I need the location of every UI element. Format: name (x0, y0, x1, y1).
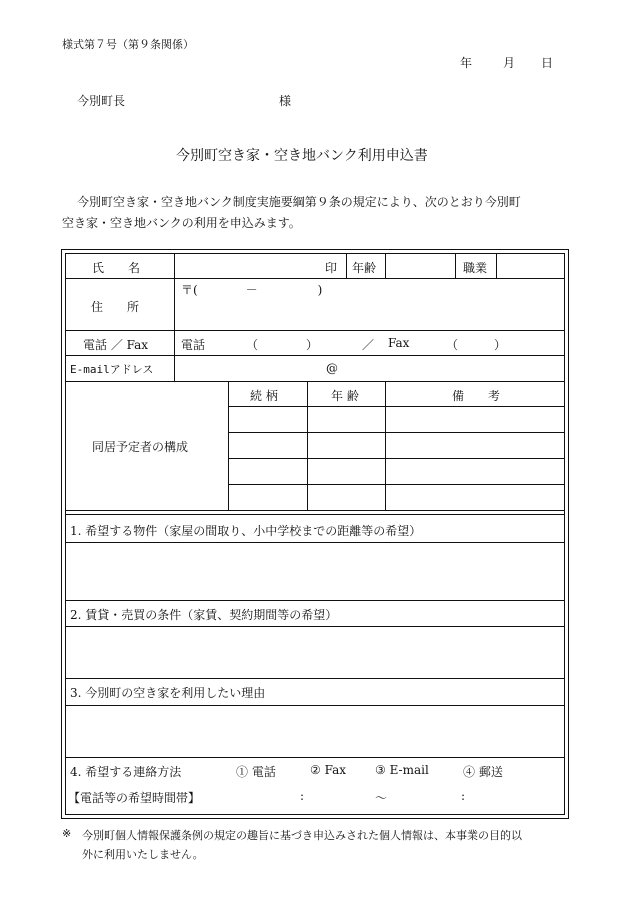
question-1-field[interactable] (67, 544, 563, 598)
contact-option-mail[interactable]: ④ 郵送 (463, 765, 503, 779)
row-divider (228, 484, 565, 485)
occupation-field[interactable] (498, 255, 563, 277)
date-year: 年 (460, 56, 473, 70)
email-field[interactable] (176, 357, 564, 379)
tel-fax-label: 電話 ／ Fax (83, 338, 149, 352)
row-divider (65, 381, 565, 382)
row-divider (65, 542, 565, 543)
question-1-label: 1. 希望する物件（家屋の間取り、小中学校までの距離等の希望） (70, 524, 422, 538)
page-title: 今別町空き家・空き地バンク利用申込書 (176, 148, 428, 164)
footnote-mark: ※ (62, 827, 72, 840)
address-label: 住 所 (91, 300, 140, 314)
name-label: 氏 名 (92, 261, 141, 275)
at-mark: @ (326, 361, 338, 375)
col-divider (346, 253, 347, 278)
col-divider (496, 253, 497, 278)
row-divider (65, 514, 565, 515)
row-divider (65, 705, 565, 706)
row-divider (65, 278, 565, 279)
row-divider (65, 330, 565, 331)
row-divider (65, 355, 565, 356)
col-divider (385, 381, 386, 510)
email-label: E-mailアドレス (70, 363, 154, 376)
row-divider (228, 458, 565, 459)
tel-fax-slash: ／ (362, 338, 375, 352)
intro-text-line1: 今別町空き家・空き地バンク制度実施要綱第９条の規定により、次のとおり今別町 (77, 195, 521, 209)
date-month: 月 (503, 56, 516, 70)
row-divider (65, 510, 565, 511)
age-label: 年齢 (352, 261, 377, 275)
question-3-field[interactable] (67, 707, 563, 755)
contact-option-fax[interactable]: ② Fax (310, 763, 347, 777)
occupation-label: 職業 (463, 261, 488, 275)
row-divider (65, 678, 565, 679)
row-divider (228, 432, 565, 433)
fax-field[interactable]: （ ） (446, 338, 507, 352)
question-2-field[interactable] (67, 628, 563, 676)
time-start-colon: : (300, 789, 305, 803)
col-divider (455, 253, 456, 278)
fax-label: Fax (388, 336, 410, 350)
row-divider (228, 406, 565, 407)
column-header-age: 年 齢 (331, 389, 359, 403)
honorific: 様 (279, 94, 292, 108)
column-header-notes: 備 考 (452, 389, 501, 403)
time-range-tilde: ～ (375, 791, 388, 805)
column-header-relation: 続 柄 (250, 389, 278, 403)
contact-option-phone[interactable]: ① 電話 (236, 765, 276, 779)
row-divider (65, 757, 565, 758)
name-field[interactable] (176, 255, 344, 277)
question-4-label: 4. 希望する連絡方法 (70, 765, 182, 779)
seal-mark: 印 (325, 261, 338, 275)
address-field[interactable] (176, 298, 564, 328)
row-divider (65, 626, 565, 627)
household-label: 同居予定者の構成 (92, 440, 189, 454)
row-divider (65, 600, 565, 601)
postal-code-field[interactable]: 〒( － ) (181, 283, 323, 297)
question-2-label: 2. 賃貸・売買の条件（家賃、契約期間等の希望） (70, 608, 338, 622)
date-day: 日 (541, 56, 554, 70)
tel-field[interactable]: （ ） (246, 338, 319, 352)
preferred-time-field[interactable] (230, 785, 560, 807)
footnote-line1: 今別町個人情報保護条例の規定の趣旨に基づき申込みされた個人情報は、本事業の目的以 (82, 829, 522, 842)
footnote-line2: 外に利用いたしません。 (82, 848, 204, 861)
tel-label: 電話 (181, 338, 206, 352)
col-divider (174, 253, 175, 381)
contact-option-email[interactable]: ③ E-mail (375, 763, 429, 777)
age-field[interactable] (387, 255, 453, 277)
col-divider (307, 381, 308, 510)
preferred-time-label: 【電話等の希望時間帯】 (68, 791, 201, 805)
question-3-label: 3. 今別町の空き家を利用したい理由 (70, 686, 266, 700)
time-end-colon: : (461, 789, 466, 803)
addressee: 今別町長 (77, 94, 126, 108)
form-number: 様式第７号（第９条関係） (62, 38, 194, 51)
col-divider (228, 381, 229, 510)
intro-text-line2: 空き家・空き地バンクの利用を申込みます。 (62, 216, 301, 230)
col-divider (385, 253, 386, 278)
